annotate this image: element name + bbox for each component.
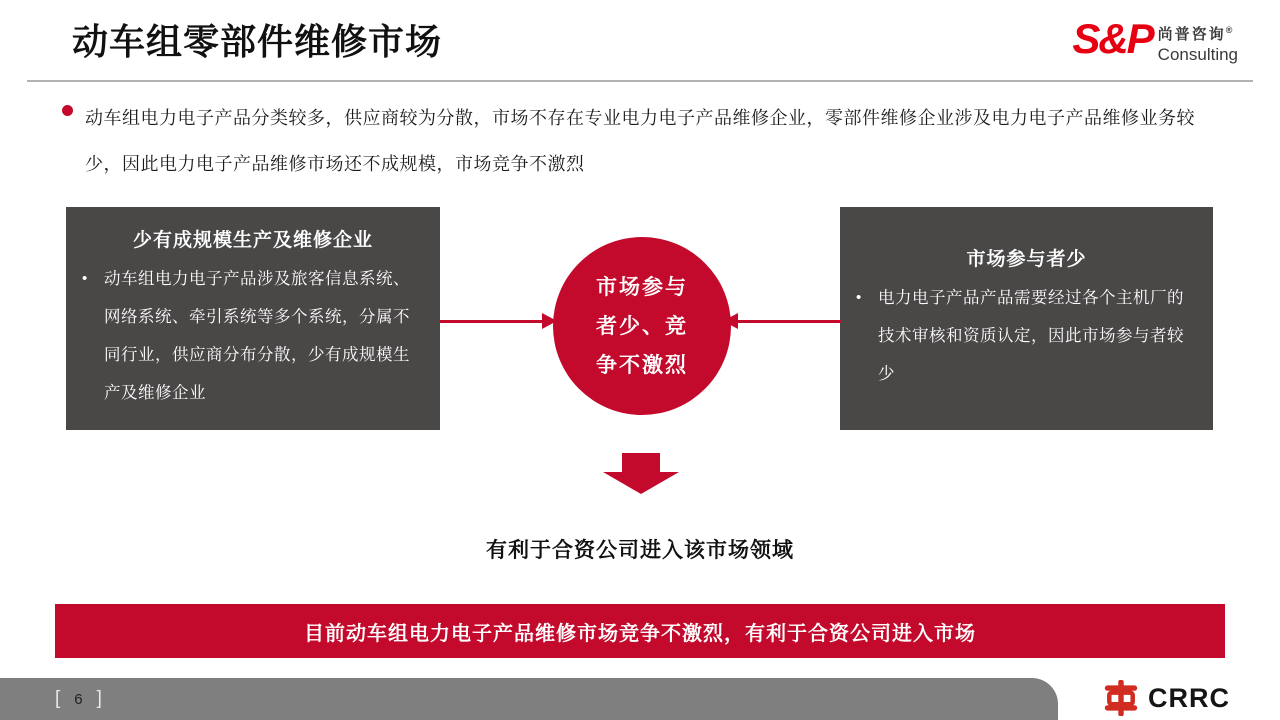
left-arrow-line: [440, 320, 544, 323]
circle-text-line: 者少、竞: [596, 314, 688, 338]
intro-bullet: [62, 95, 1217, 187]
down-arrow-head: [603, 472, 679, 494]
down-arrow-icon: [603, 453, 679, 494]
bullet-glyph-icon: •: [82, 270, 88, 287]
page-number-value: 6: [74, 690, 83, 708]
circle-text-line: 市场参与: [596, 275, 688, 299]
crrc-emblem-icon: [1103, 680, 1139, 716]
left-factor-title: 少有成规模生产及维修企业: [132, 230, 373, 251]
right-factor-bullet-text: 电力电子产品产品需要经过各个主机厂的技术审核和资质认定，因此市场参与者较少: [878, 289, 1184, 383]
sp-consulting-logo: [1072, 15, 1238, 65]
crrc-wordmark: CRRC: [1148, 682, 1230, 713]
page-title: 动车组零部件维修市场: [72, 21, 443, 62]
summary-banner: 目前动车组电力电子产品维修市场竞争不激烈，有利于合资公司进入市场: [55, 604, 1225, 658]
sp-logo-en-name: Consulting: [1157, 45, 1238, 64]
page-number: [55, 688, 102, 710]
sp-logo-mark: S&P: [1072, 15, 1153, 62]
conclusion-text: 有利于合资公司进入该市场领域: [486, 539, 794, 562]
right-arrow-line: [737, 320, 841, 323]
left-factor-box: [66, 207, 440, 430]
bullet-glyph-icon: •: [856, 289, 862, 306]
right-factor-bullet: [856, 279, 1197, 393]
footer-bar: [0, 678, 1058, 720]
intro-bullet-text: 动车组电力电子产品分类较多，供应商较为分散，市场不存在专业电力电子产品维修企业，零部件维修企业涉及电力电子产品维修业务较少，因此电力电子产品维修市场还不成规模，市场竞争不激烈: [85, 108, 1195, 174]
center-conclusion-circle: [553, 237, 731, 415]
header-divider: [27, 80, 1253, 82]
registered-trademark-icon: ®: [1225, 25, 1235, 35]
page-number-bracket-left: [: [55, 688, 61, 709]
sp-logo-cn-name: 尚普咨询: [1157, 26, 1226, 43]
crrc-logo: [1103, 676, 1230, 720]
right-factor-box: [840, 207, 1213, 430]
down-arrow-stem: [622, 453, 660, 472]
sp-logo-names: [1158, 23, 1238, 65]
right-factor-title: 市场参与者少: [966, 249, 1087, 270]
circle-text-line: 争不激烈: [596, 353, 688, 377]
page-number-bracket-right: ]: [96, 688, 102, 709]
left-factor-bullet: [82, 260, 424, 412]
left-factor-bullet-text: 动车组电力电子产品涉及旅客信息系统、网络系统、牵引系统等多个系统，分属不同行业，供应商分布分散，少有成规模生产及维修企业: [104, 270, 410, 402]
bullet-dot-icon: [62, 105, 73, 116]
